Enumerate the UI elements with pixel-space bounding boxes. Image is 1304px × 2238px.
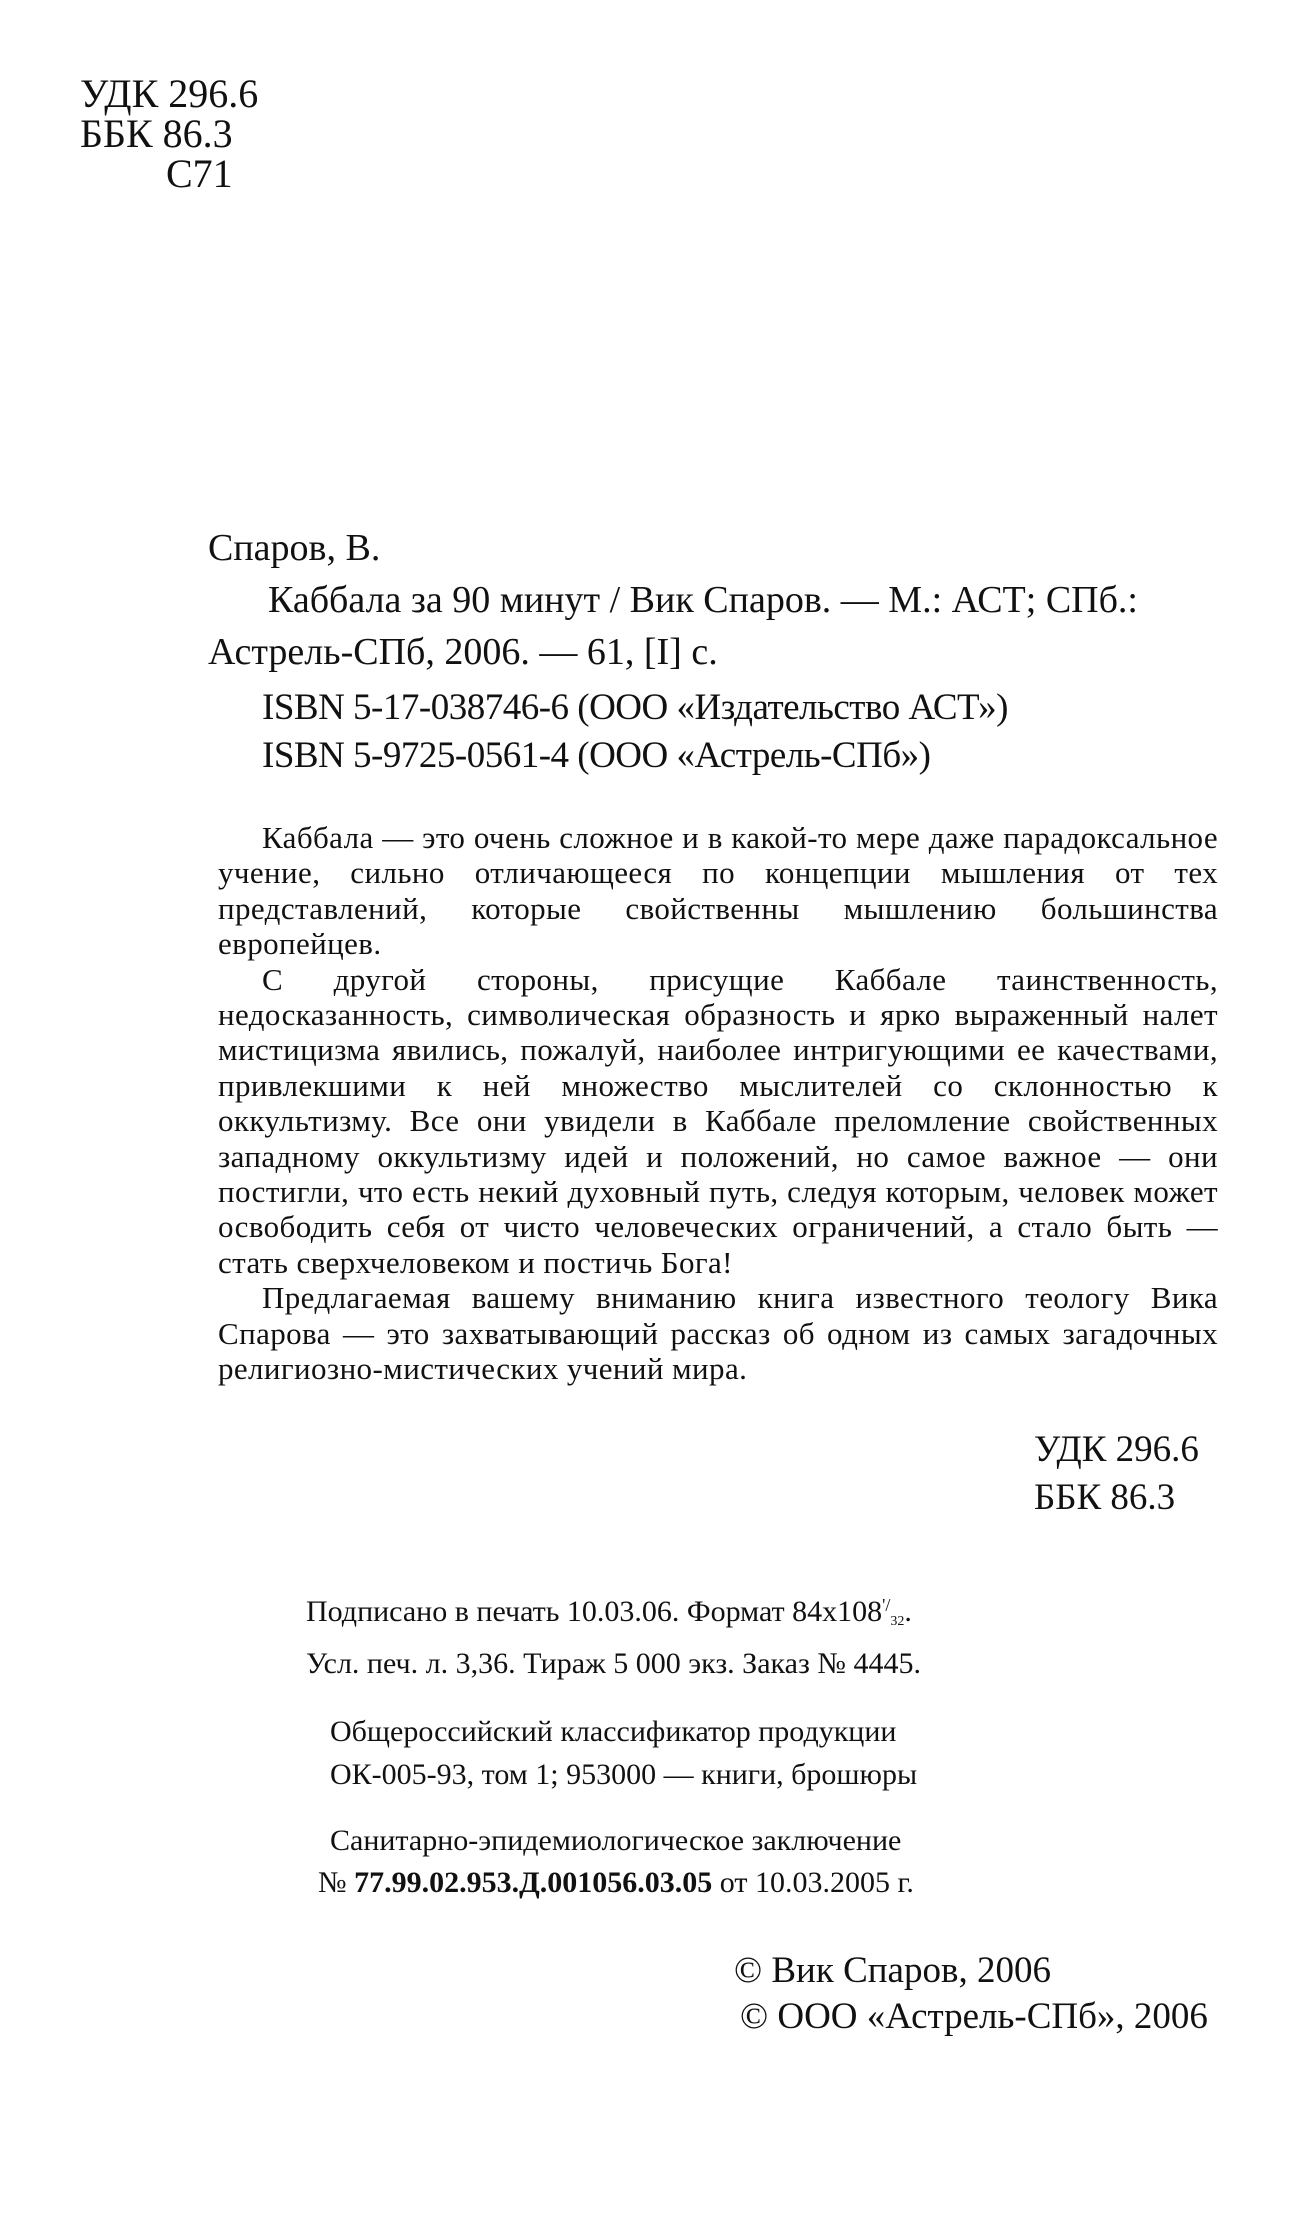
sanitary-conclusion: [318, 1820, 914, 1904]
bbk-code-repeat: ББК 86.3: [1034, 1477, 1176, 1518]
isbn-block: [262, 684, 1008, 780]
product-classifier: [330, 1710, 917, 1796]
imprint-print-run-line: Усл. печ. л. 3,36. Тираж 5 000 экз. Заказ № 4445.: [306, 1647, 921, 1680]
classifier-title: Общероссийский классификатор продукции: [330, 1715, 897, 1748]
isbn-line-astrel: ISBN 5-9725-0561-4 (ООО «Астрель-СПб»): [262, 735, 931, 776]
author-mark: С71: [166, 151, 233, 196]
sanitary-title: Санитарно-эпидемиологическое заключение: [330, 1824, 902, 1857]
imprint: [306, 1584, 921, 1685]
publication-statement: Астрель-СПб, 2006. — 61, [I] с.: [208, 631, 718, 673]
isbn-line-ast: ISBN 5-17-038746-6 (ООО «Издательство АСТ»): [262, 687, 1008, 728]
sanitary-number-line: [318, 1862, 914, 1904]
copyright-block: [734, 1948, 1208, 2040]
annotation-paragraph: Предлагаемая вашему вниманию книга известного теологу Вика Спарова — это захватывающий рассказ об одном из самых загадочных религиозно-мистических учений мира.: [218, 1280, 1218, 1387]
imprint-signed-text: Подписано в печать 10.03.06. Формат 84x108: [306, 1595, 883, 1628]
copyright-author: © Вик Спаров, 2006: [734, 1950, 1051, 1991]
imprint-signed-line: [306, 1584, 921, 1643]
format-fraction-den: 32: [890, 1614, 905, 1629]
top-classification-codes: [80, 71, 259, 196]
annotation-paragraph: Каббала — это очень сложное и в какой-то мере даже парадоксальное учение, сильно отличающееся по концепции мышления от тех представлений, которые свойственны мышлению большинства европейцев.: [218, 820, 1218, 962]
copyright-publisher: © ООО «Астрель-СПб», 2006: [740, 1996, 1208, 2037]
bbk-code: ББК 86.3: [80, 111, 233, 156]
imprint-line-end: .: [904, 1595, 912, 1628]
classifier-code: ОК-005-93, том 1; 953000 — книги, брошюры: [330, 1758, 918, 1791]
bibliographic-record: [208, 522, 1138, 678]
author-name: Спаров, В.: [208, 527, 381, 569]
annotation: [218, 820, 1218, 1387]
annotation-paragraph: С другой стороны, присущие Каббале таинственность, недосказанность, символическая образность и ярко выраженный налет мистицизма явились, пожалуй, наиболее интригующими ее качествами, привлекшими к ней множество мыслителей со склонностью к оккультизму. Все они увидели в Каббале преломление свойственных западному оккультизму идей и положений, но самое важное — они постигли, что есть некий духовный путь, следуя которым, человек может освободить себя от чисто человеческих ограничений, а стало быть — стать сверхчеловеком и постичь Бога!: [218, 961, 1218, 1280]
sanitary-number: 77.99.02.953.Д.001056.03.05: [354, 1866, 713, 1899]
title-statement: Каббала за 90 минут / Вик Спаров. — М.: АСТ; СПб.:: [268, 579, 1138, 621]
udk-code-repeat: УДК 296.6: [1034, 1429, 1199, 1470]
classification-repeat: [1034, 1426, 1199, 1522]
sanitary-number-date: от 10.03.2005 г.: [712, 1866, 914, 1899]
sanitary-number-prefix: №: [318, 1866, 355, 1899]
udk-code: УДК 296.6: [80, 71, 259, 116]
format-fraction-num: '/: [882, 1595, 891, 1615]
